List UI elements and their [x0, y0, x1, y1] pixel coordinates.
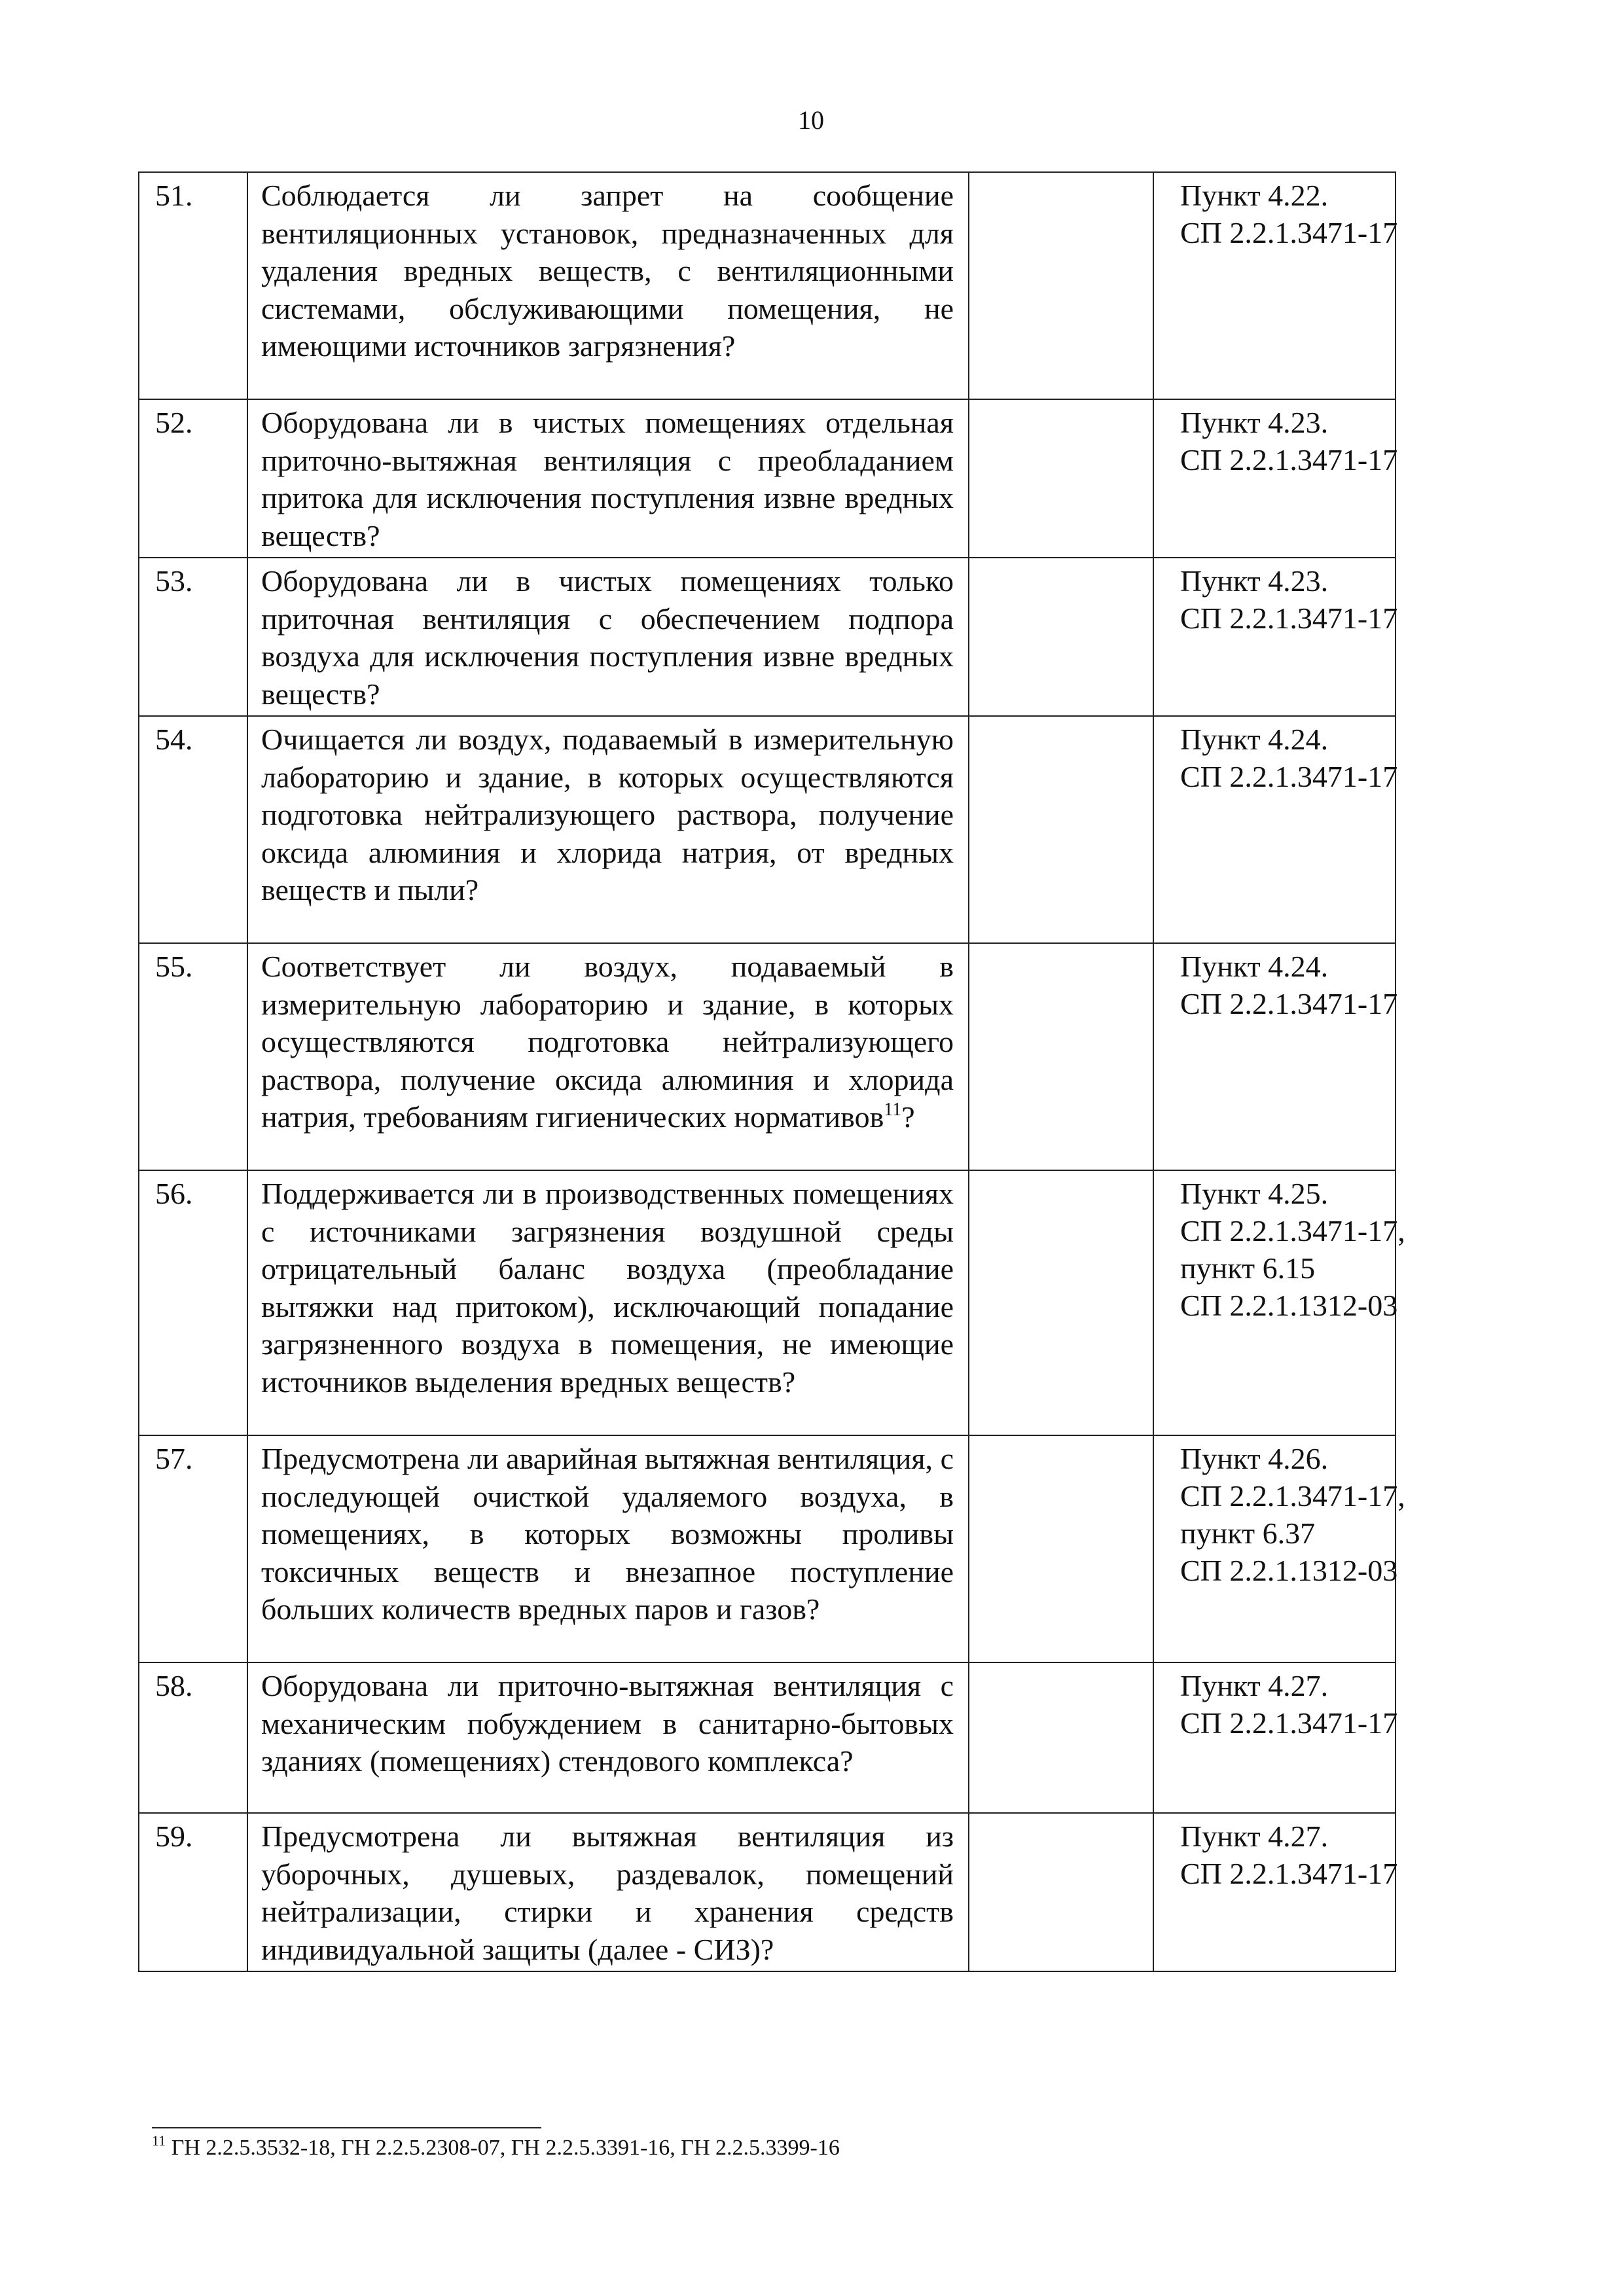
reference-line: Пункт 4.27.: [1180, 1820, 1329, 1853]
row-number: 55.: [139, 943, 247, 1170]
table-row: [139, 558, 1396, 716]
row-number: 51.: [139, 172, 247, 399]
question-text: Соблюдается ли запрет на сообщение вентиляционных установок, предназначенных для удаления вредных веществ, с вентиляционными системами, обслуживающими помещения, не имеющими источников загрязнения?: [261, 179, 954, 363]
question-cell: [247, 943, 969, 1170]
footnote-separator: [152, 2127, 541, 2128]
answer-cell: [969, 943, 1153, 1170]
question-cell: [247, 172, 969, 399]
question-cell: [247, 558, 969, 716]
table-row: [139, 1813, 1396, 1971]
question-text: Оборудована ли в чистых помещениях только приточная вентиляция с обеспечением подпора воздуха для исключения поступления извне вредных веществ?: [261, 564, 954, 711]
reference-line: СП 2.2.1.3471-17: [1180, 601, 1398, 635]
question-text: Оборудована ли в чистых помещениях отдельная приточно-вытяжная вентиляция с преобладанием притока для исключения поступления извне вредных веществ?: [261, 406, 954, 552]
reference-cell: [1153, 558, 1396, 716]
question-cell: [247, 399, 969, 558]
row-number: 54.: [139, 716, 247, 943]
row-number: 53.: [139, 558, 247, 716]
reference-line: СП 2.2.1.3471-17,: [1180, 1479, 1405, 1513]
answer-cell: [969, 1813, 1153, 1971]
question-cell: [247, 716, 969, 943]
reference-line: пункт 6.37: [1180, 1516, 1316, 1550]
reference-cell: [1153, 1662, 1396, 1813]
reference-line: Пункт 4.27.: [1180, 1669, 1329, 1702]
reference-line: СП 2.2.1.3471-17: [1180, 443, 1398, 476]
reference-line: пункт 6.15: [1180, 1251, 1316, 1285]
row-number: 52.: [139, 399, 247, 558]
reference-line: Пункт 4.23.: [1180, 564, 1329, 598]
question-cell: [247, 1813, 969, 1971]
question-cell: [247, 1170, 969, 1435]
footnote: [152, 2134, 840, 2162]
reference-cell: [1153, 1813, 1396, 1971]
question-text: Предусмотрена ли вытяжная вентиляция из уборочных, душевых, раздевалок, помещений нейтрализации, стирки и хранения средств индивидуальной защиты (далее - СИЗ)?: [261, 1820, 954, 1966]
answer-cell: [969, 1435, 1153, 1662]
row-number: 57.: [139, 1435, 247, 1662]
reference-cell: [1153, 1170, 1405, 1435]
row-number: 56.: [139, 1170, 247, 1435]
answer-cell: [969, 716, 1153, 943]
reference-line: Пункт 4.24.: [1180, 723, 1329, 756]
answer-cell: [969, 558, 1153, 716]
reference-line: Пункт 4.26.: [1180, 1442, 1329, 1475]
answer-cell: [969, 1662, 1153, 1813]
page-number: 10: [798, 105, 824, 135]
reference-line: СП 2.2.1.1312-03: [1180, 1554, 1398, 1587]
table-row: [139, 716, 1396, 943]
footnote-text: ГН 2.2.5.3532-18, ГН 2.2.5.2308-07, ГН 2.2.5.3391-16, ГН 2.2.5.3399-16: [166, 2136, 840, 2160]
question-cell: [247, 1435, 969, 1662]
reference-line: СП 2.2.1.3471-17,: [1180, 1214, 1405, 1247]
table-row: [139, 1435, 1396, 1662]
question-text: Поддерживается ли в производственных помещениях с источниками загрязнения воздушной среды отрицательный баланс воздуха (преобладание вытяжки над притоком), исключающий попадание загрязненного воздуха в помещения, не имеющие источников выделения вредных веществ?: [261, 1177, 954, 1399]
question-text: Соответствует ли воздух, подаваемый в измерительную лабораторию и здание, в которых осуществляются подготовка нейтрализующего раствора, получение оксида алюминия и хлорида натрия, требованиям гигиенических нормативов: [261, 950, 954, 1134]
reference-line: Пункт 4.25.: [1180, 1177, 1329, 1210]
checklist-table: [138, 171, 1405, 1972]
reference-line: СП 2.2.1.3471-17: [1180, 760, 1398, 793]
checklist-rows: [139, 172, 1405, 1971]
question-text: Оборудована ли приточно-вытяжная вентиляция с механическим побуждением в санитарно-бытовых зданиях (помещениях) стендового комплекса?: [261, 1669, 954, 1778]
answer-cell: [969, 172, 1153, 399]
question-tail: ?: [901, 1100, 915, 1134]
table-row: [139, 172, 1396, 399]
reference-line: Пункт 4.24.: [1180, 950, 1329, 983]
row-number: 59.: [139, 1813, 247, 1971]
reference-line: СП 2.2.1.3471-17: [1180, 1706, 1398, 1740]
reference-line: Пункт 4.23.: [1180, 406, 1329, 439]
question-text: Предусмотрена ли аварийная вытяжная вентиляция, с последующей очисткой удаляемого воздуха, в помещениях, в которых возможны проливы токсичных веществ и внезапное поступление больших количеств вредных паров и газов?: [261, 1442, 954, 1626]
answer-cell: [969, 1170, 1153, 1435]
table-row: [139, 399, 1396, 558]
table-row: [139, 943, 1396, 1170]
reference-line: СП 2.2.1.1312-03: [1180, 1289, 1398, 1322]
reference-line: СП 2.2.1.3471-17: [1180, 1857, 1398, 1890]
table-row: [139, 1170, 1396, 1435]
reference-line: СП 2.2.1.3471-17: [1180, 987, 1398, 1020]
row-number: 58.: [139, 1662, 247, 1813]
reference-cell: [1153, 943, 1396, 1170]
table-row: [139, 1662, 1396, 1813]
reference-cell: [1153, 172, 1396, 399]
footnote-reference: 11: [884, 1100, 902, 1120]
reference-cell: [1153, 1435, 1405, 1662]
footnote-marker: 11: [152, 2132, 166, 2149]
reference-line: СП 2.2.1.3471-17: [1180, 216, 1398, 249]
reference-cell: [1153, 716, 1396, 943]
question-cell: [247, 1662, 969, 1813]
question-text: Очищается ли воздух, подаваемый в измерительную лабораторию и здание, в которых осуществляются подготовка нейтрализующего раствора, получение оксида алюминия и хлорида натрия, от вредных веществ и пыли?: [261, 723, 954, 906]
reference-line: Пункт 4.22.: [1180, 179, 1329, 212]
reference-cell: [1153, 399, 1396, 558]
answer-cell: [969, 399, 1153, 558]
